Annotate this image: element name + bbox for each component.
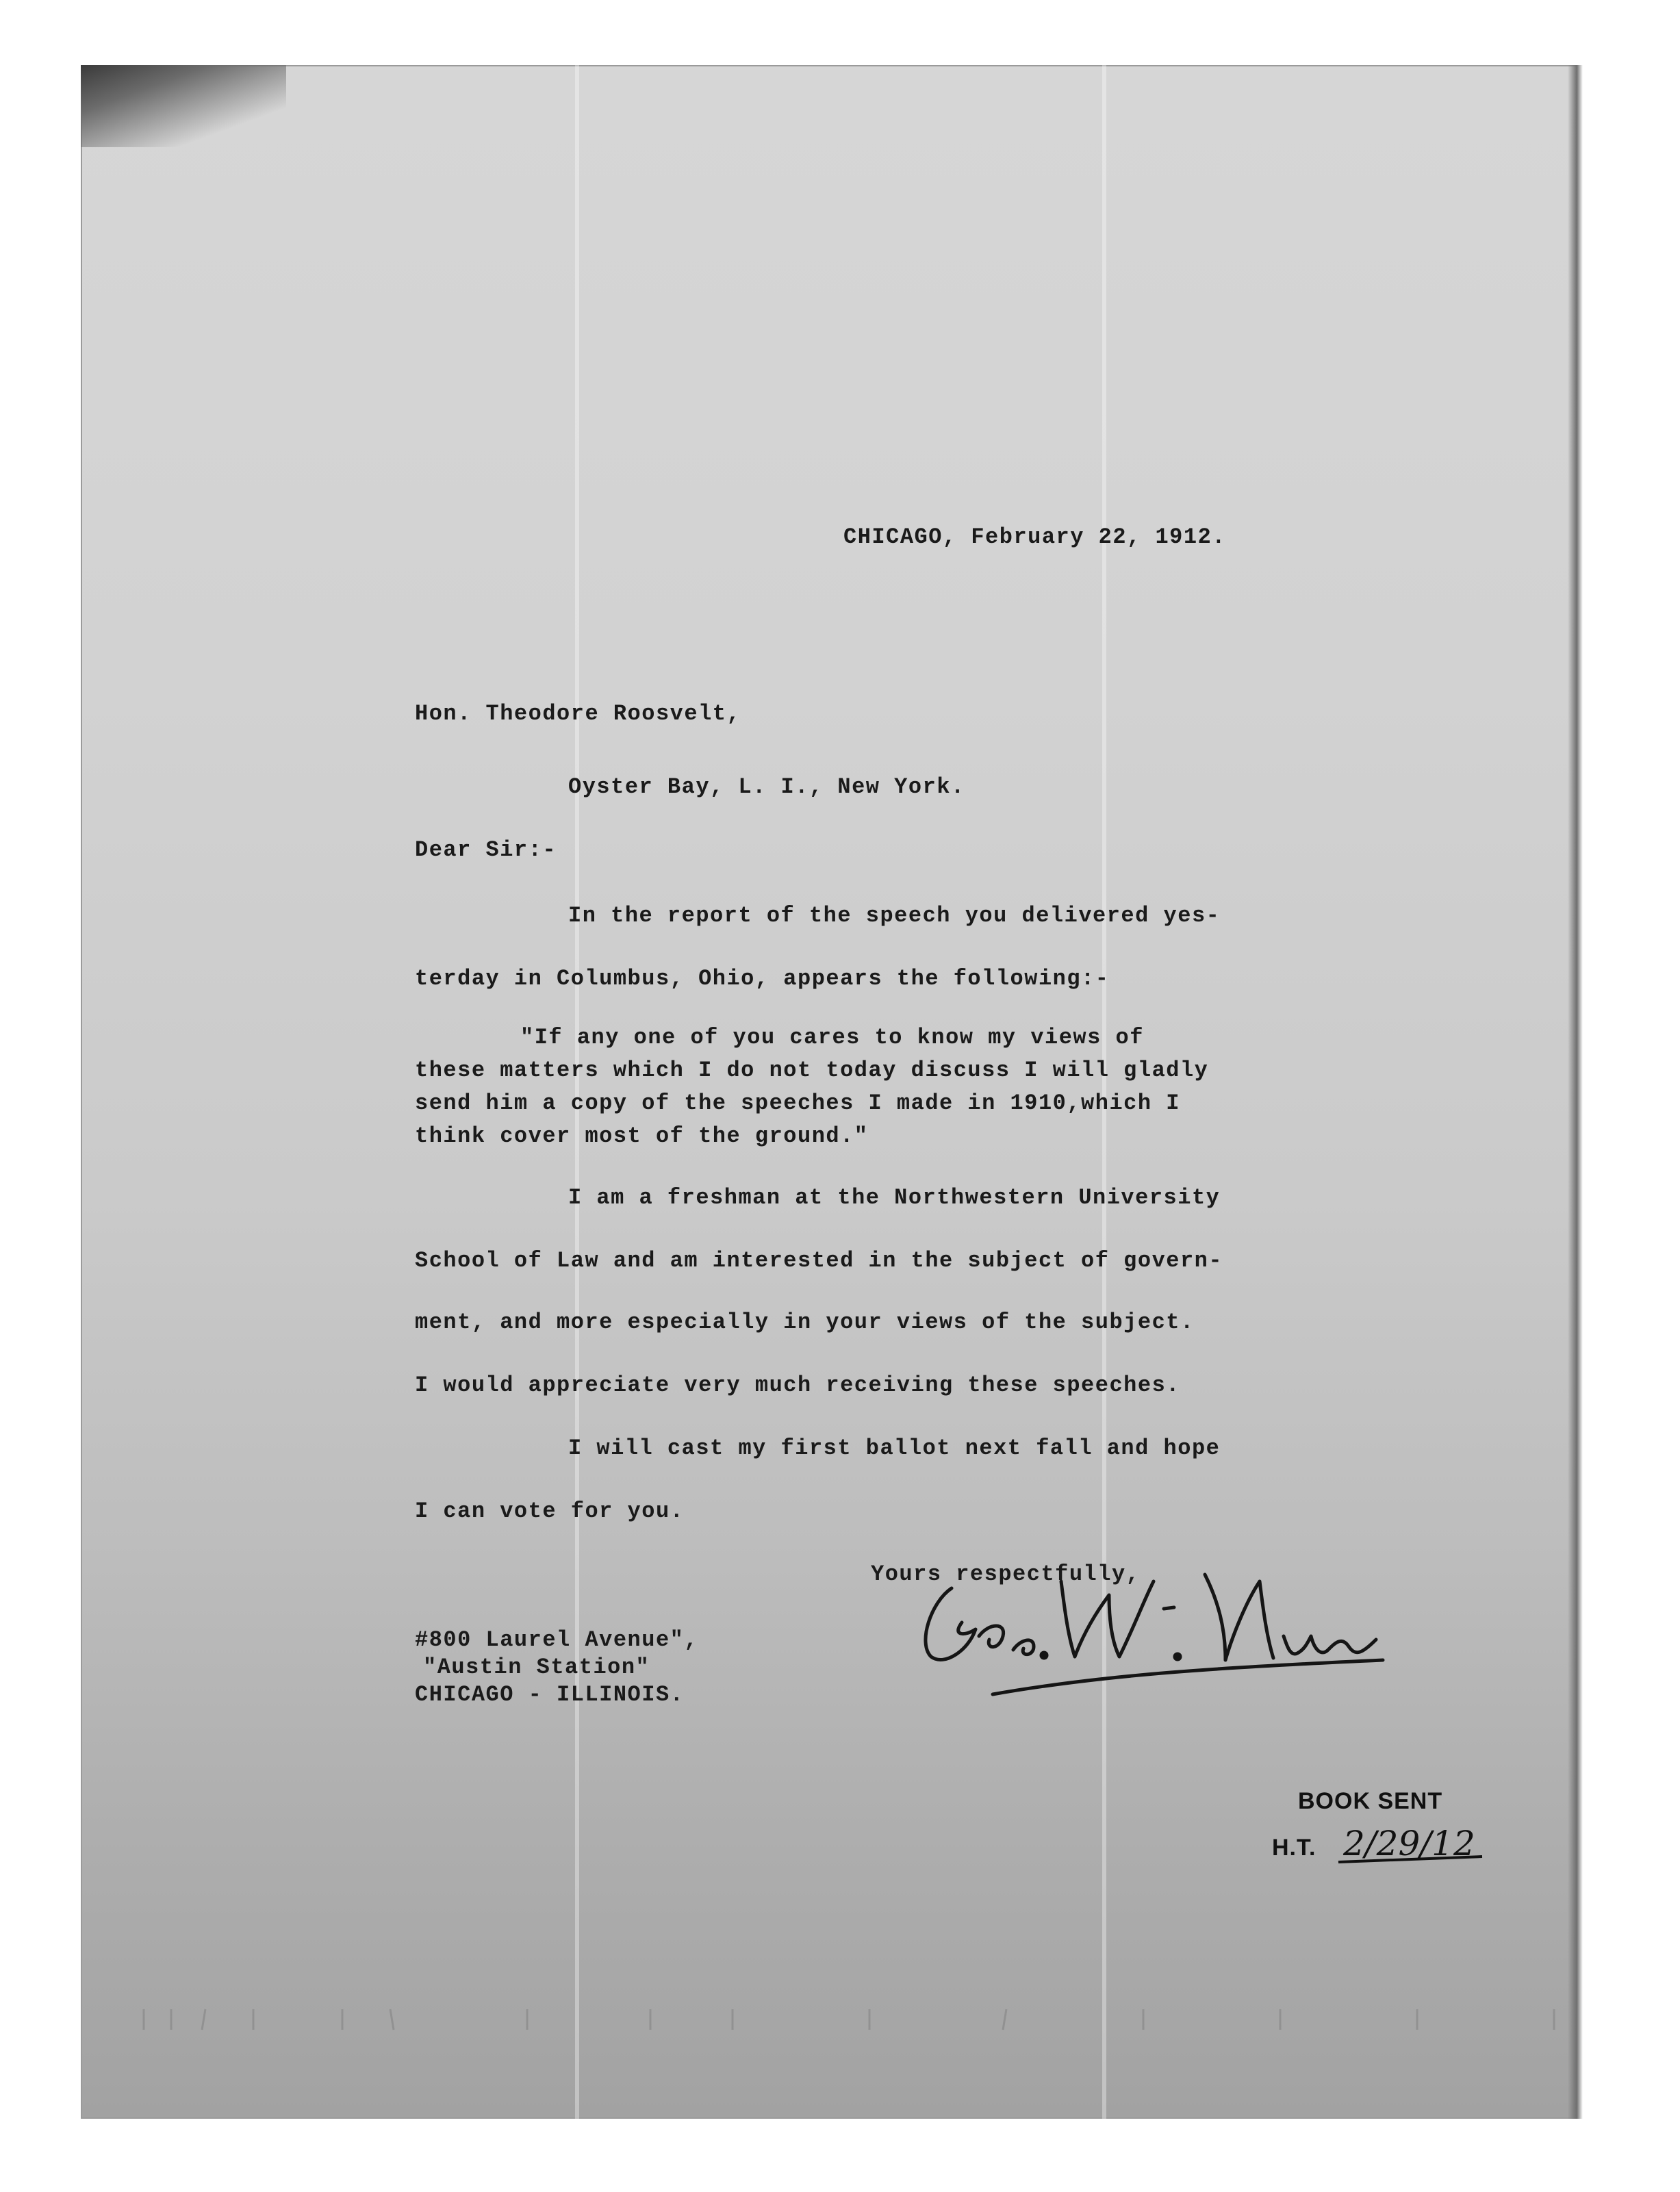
book-sent-stamp: BOOK SENT [1298,1788,1443,1814]
sender-address-line: CHICAGO - ILLINOIS. [415,1682,685,1707]
recipient-address: Oyster Bay, L. I., New York. [568,774,965,800]
salutation: Dear Sir:- [415,837,557,863]
closing: Yours respectfully, [871,1562,1141,1587]
sender-address-line: "Austin Station" [423,1655,650,1680]
body-line: terday in Columbus, Ohio, appears the following:- [415,966,1110,991]
body-line: I will cast my first ballot next fall and hope [568,1436,1221,1461]
quoted-line: "If any one of you cares to know my views of [520,1025,1144,1050]
dateline: CHICAGO, February 22, 1912. [843,524,1226,550]
handwritten-date: 2/29/12 [1343,1824,1475,1863]
quoted-line: send him a copy of the speeches I made in 1910,which I [415,1091,1180,1116]
body-line: I would appreciate very much receiving these speeches. [415,1373,1180,1398]
quoted-line: think cover most of the ground." [415,1123,869,1149]
date-underline [1335,1848,1486,1869]
signature [904,1547,1397,1711]
body-line: In the report of the speech you delivered yes- [568,903,1221,928]
recipient-name: Hon. Theodore Roosvelt, [415,701,741,726]
signature-text [1095,1711,1101,1712]
body-line: School of Law and am interested in the subject of govern- [415,1248,1223,1273]
body-line: I am a freshman at the Northwestern University [568,1185,1221,1210]
sender-address-line: #800 Laurel Avenue", [415,1627,699,1653]
body-line: I can vote for you. [415,1499,685,1524]
stamp-initials: H.T. [1272,1835,1316,1861]
quoted-line: these matters which I do not today discuss I will gladly [415,1058,1209,1083]
body-line: ment, and more especially in your views of the subject. [415,1310,1195,1335]
bleed-through-marks [116,2006,1588,2033]
